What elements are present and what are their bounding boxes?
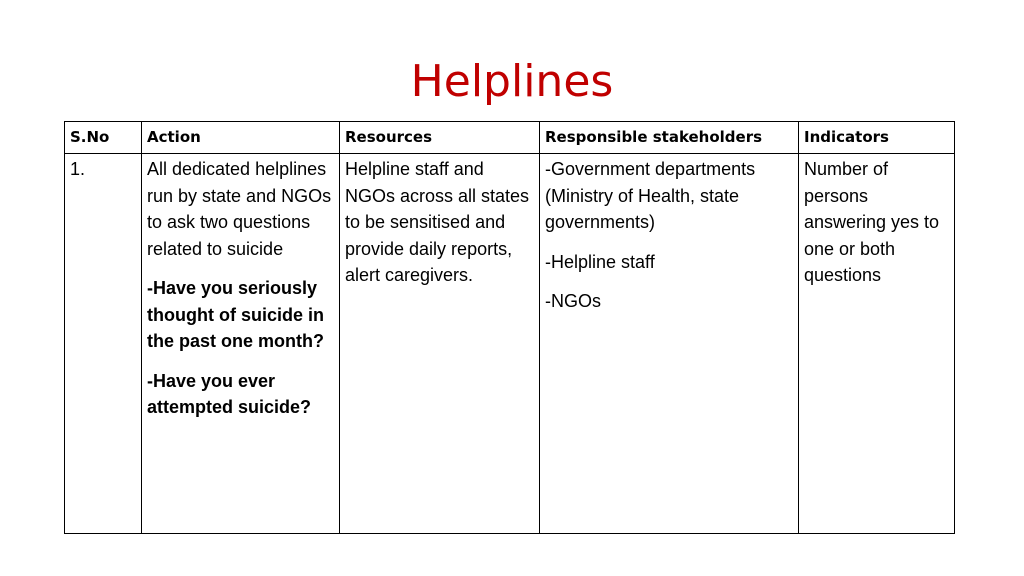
cell-indicators: Number of persons answering yes to one or both questions [799, 154, 955, 534]
header-stakeholders: Responsible stakeholders [540, 122, 799, 154]
cell-stakeholders [540, 154, 799, 534]
slide-title: Helplines [410, 56, 614, 107]
action-question-1: -Have you seriously thought of suicide in the past one month? [147, 278, 324, 351]
header-indicators: Indicators [799, 122, 955, 154]
cell-sno: 1. [65, 154, 142, 534]
header-resources: Resources [340, 122, 540, 154]
stakeholder-item: -Government departments (Ministry of Health, state governments) [545, 159, 756, 232]
action-text: All dedicated helplines run by state and NGOs to ask two questions related to suicide [147, 159, 332, 259]
table-header-row [65, 122, 955, 154]
header-action: Action [142, 122, 340, 154]
stakeholder-item: -NGOs [545, 291, 601, 311]
helplines-table [64, 121, 955, 534]
action-question-2: -Have you ever attempted suicide? [147, 370, 312, 417]
stakeholder-item: -Helpline staff [545, 251, 655, 272]
cell-action [142, 154, 340, 534]
header-sno: S.No [65, 122, 142, 154]
table-row [65, 154, 955, 534]
cell-resources: Helpline staff and NGOs across all states to be sensitised and provide daily reports, alert caregivers. [340, 154, 540, 534]
